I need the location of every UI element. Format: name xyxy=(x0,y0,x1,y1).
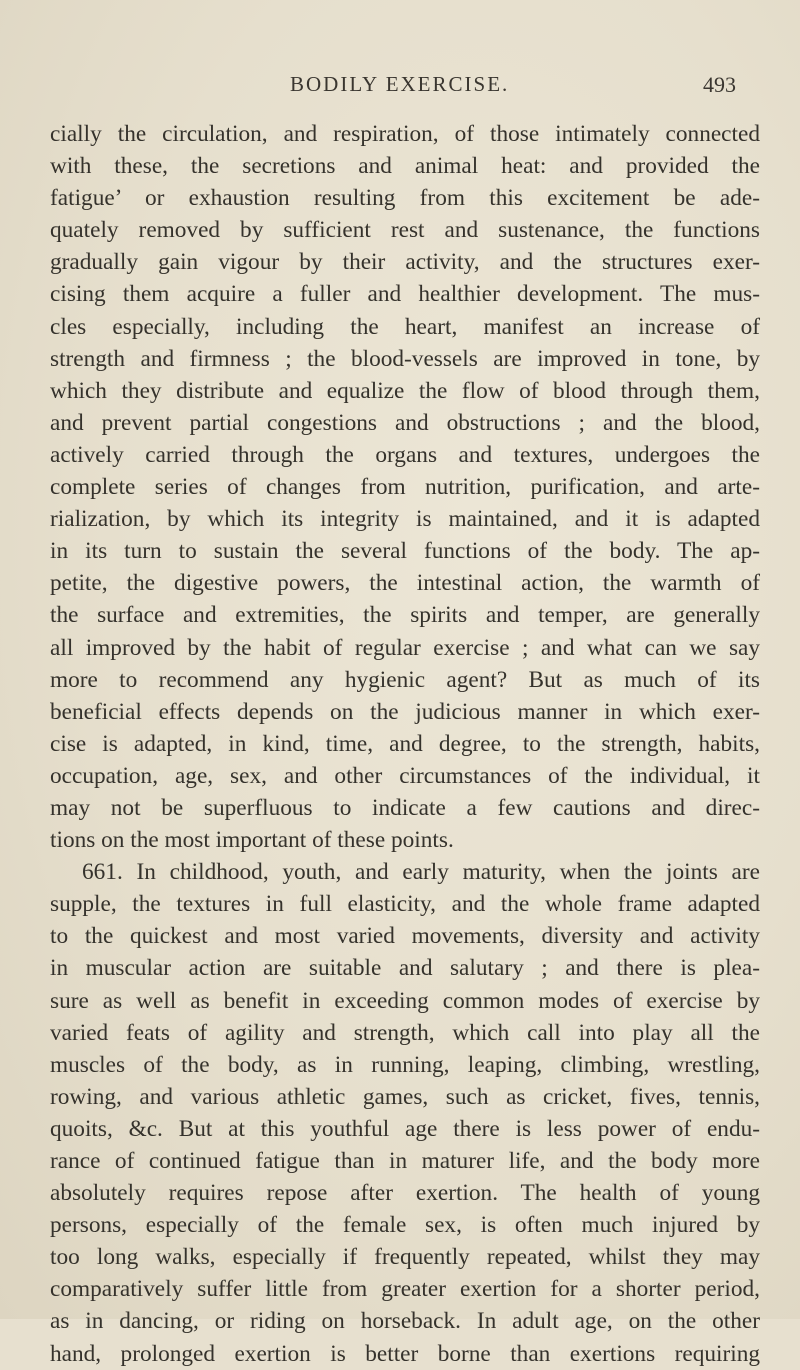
text-line: absolutely requires repose after exertion. The health of young xyxy=(50,1180,760,1207)
text-line: cising them acquire a fuller and healthier development. The mus- xyxy=(50,281,760,308)
text-line: rialization, by which its integrity is maintained, and it is adapted xyxy=(50,506,760,533)
page-header xyxy=(0,72,800,102)
text-line: persons, especially of the female sex, is often much injured by xyxy=(50,1212,760,1239)
text-line: varied feats of agility and strength, which call into play all the xyxy=(50,1019,760,1046)
text-line: fatigue’ or exhaustion resulting from this excitement be ade- xyxy=(50,185,760,212)
text-line: which they distribute and equalize the flow of blood through them, xyxy=(50,377,760,404)
text-line: cise is adapted, in kind, time, and degree, to the strength, habits, xyxy=(50,730,760,757)
text-line: actively carried through the organs and textures, undergoes the xyxy=(50,441,760,468)
text-line: the surface and extremities, the spirits and temper, are generally xyxy=(50,602,760,629)
paragraph-start-line: 661. In childhood, youth, and early maturity, when the joints are xyxy=(82,859,760,886)
text-line: cles especially, including the heart, manifest an increase of xyxy=(50,313,760,340)
text-line: more to recommend any hygienic agent? But as much of its xyxy=(50,666,760,693)
text-line: rance of continued fatigue than in maturer life, and the body more xyxy=(50,1148,760,1174)
text-line: tions on the most important of these points. xyxy=(50,827,454,854)
text-line: sure as well as benefit in exceeding common modes of exercise by xyxy=(50,987,760,1014)
text-line: muscles of the body, as in running, leaping, climbing, wrestling, xyxy=(50,1051,760,1078)
running-head: BODILY EXERCISE. xyxy=(290,72,510,96)
text-line: and prevent partial congestions and obstructions ; and the blood, xyxy=(50,409,760,436)
text-line: rowing, and various athletic games, such as cricket, fives, tennis, xyxy=(50,1083,760,1110)
text-line: gradually gain vigour by their activity, and the structures exer- xyxy=(50,249,760,276)
text-line: quately removed by sufficient rest and sustenance, the functions xyxy=(50,217,760,244)
text-line: strength and firmness ; the blood-vessels are improved in tone, by xyxy=(50,345,760,372)
text-line: supple, the textures in full elasticity, and the whole frame adapted xyxy=(50,891,760,918)
text-line: in its turn to sustain the several functions of the body. The ap- xyxy=(50,538,760,565)
text-line: as in dancing, or riding on horseback. In adult age, on the other xyxy=(50,1308,760,1335)
page-number: 493 xyxy=(703,72,736,97)
text-line: occupation, age, sex, and other circumstances of the individual, it xyxy=(50,762,760,789)
text-line: quoits, &c. But at this youthful age there is less power of endu- xyxy=(50,1115,760,1142)
text-line: complete series of changes from nutrition, purification, and arte- xyxy=(50,474,760,501)
text-line: too long walks, especially if frequently repeated, whilst they may xyxy=(50,1244,760,1271)
text-line: in muscular action are suitable and salutary ; and there is plea- xyxy=(50,955,760,982)
text-line: to the quickest and most varied movements, diversity and activity xyxy=(50,923,760,950)
body-text xyxy=(50,118,760,1370)
text-line: hand, prolonged exertion is better borne than exertions requiring xyxy=(50,1340,760,1367)
text-line: beneficial effects depends on the judicious manner in which exer- xyxy=(50,698,760,725)
text-line: may not be superfluous to indicate a few cautions and direc- xyxy=(50,794,760,821)
text-line: petite, the digestive powers, the intestinal action, the warmth of xyxy=(50,570,760,597)
text-line: cially the circulation, and respiration, of those intimately connected xyxy=(50,121,760,147)
text-line: with these, the secretions and animal heat: and provided the xyxy=(50,153,760,180)
text-line: comparatively suffer little from greater exertion for a shorter period, xyxy=(50,1276,760,1303)
text-line: all improved by the habit of regular exercise ; and what can we say xyxy=(50,634,760,661)
